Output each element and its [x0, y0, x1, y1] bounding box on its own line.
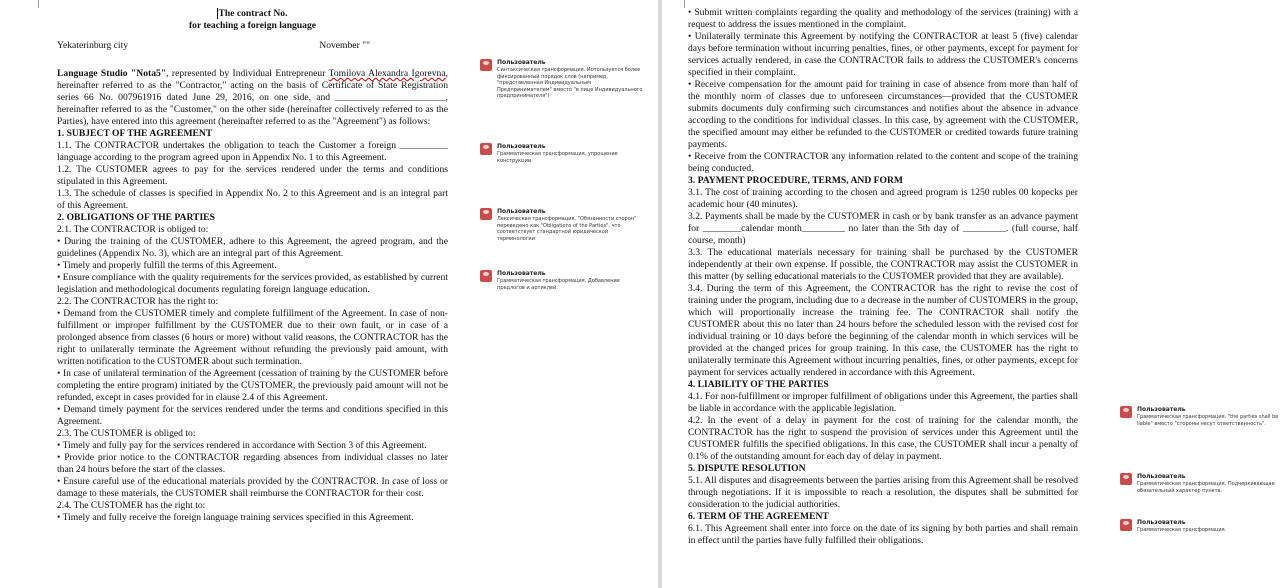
entrepreneur-name: Tomilova Alexandra Igorevna: [328, 68, 446, 79]
user-avatar-icon: [1120, 519, 1132, 531]
comment-balloon[interactable]: [1120, 406, 1280, 427]
comments-column-right: [1110, 0, 1280, 588]
clause-paragraph: • Submit written complaints regarding the quality and methodology of the services (training) with a request to address the issues mentioned in the complaint.: [688, 7, 1078, 30]
comment-text: Грамматическая трансформация. Подчеркивающая обязательный характер пункта.: [1137, 481, 1275, 494]
city-date-row: [57, 40, 448, 52]
comment-body: [1137, 519, 1280, 534]
comment-balloon[interactable]: [480, 143, 647, 164]
clause-paragraph: • Timely and properly fulfill the terms of this Agreement.: [57, 260, 277, 271]
clause-paragraph: • Receive compensation for the amount paid for training in case of absence from more than half of the monthly norm of classes due to unforeseen circumstances—provided that the CUSTOMER submits documents duly confirming such circumstances and notifies about the absence in advance according to the conditions for individual classes. In this case, by agreement with the CUSTOMER, the specified amount may either be refunded to the CUSTOMER or credited towards future training payments.: [688, 79, 1078, 150]
clause-paragraph: 2.2. The CONTRACTOR has the right to:: [57, 296, 219, 307]
studio-name: Language Studio "Nota5": [57, 68, 167, 79]
comment-author: Пользователь: [1137, 473, 1186, 480]
comment-body: [1137, 473, 1280, 494]
clause-paragraph: 5.1. All disputes and disagreements between the parties arising from this Agreement shall be resolved through negotiations. If it is impossible to reach a resolution, the disputes shall be submitted for consideration to the judicial authorities.: [688, 475, 1078, 510]
comment-body: [1137, 406, 1280, 427]
comment-balloon[interactable]: [1120, 473, 1280, 494]
document-page-1[interactable]: [0, 0, 470, 588]
clause-paragraph: • Ensure compliance with the quality requirements for the services provided, as established by current legislation and methodological documents regulating foreign language education.: [57, 272, 448, 295]
comment-text: Лексическая трансформация. "Обязанности сторон" переведено как "Obligations of the Parties", что соответствует стандартной юридической терминологии: [497, 216, 637, 242]
comment-balloon[interactable]: [480, 208, 647, 242]
section-heading: 6. TERM OF THE AGREEMENT: [688, 511, 829, 522]
clause-paragraph: 2.3. The CUSTOMER is obliged to:: [57, 428, 196, 439]
comment-text: Синтаксическая трансформация. Используется более фиксированный порядок слов (например, "представленная Индивидуальным Предпринимателем" вместо "в лице Индивидуального предпринимателя"): [497, 67, 643, 99]
clause-paragraph: • Timely and fully pay for the services rendered in accordance with Section 3 of this Agreement.: [57, 440, 427, 451]
clause-paragraph: • Demand timely payment for the services rendered under the terms and conditions specified in this Agreement.: [57, 404, 448, 427]
comment-body: [497, 143, 647, 164]
clause-paragraph: • Demand from the CUSTOMER timely and complete fulfillment of the Agreement. In case of non-fulfillment or improper fulfillment by the CUSTOMER due to their own fault, or in case of a prolonged absence from classes (6 hours or more) without valid reasons, the CONTRACTOR has the right to unilaterally terminate the Agreement without refunding the previously paid amount, with written notification to the CUSTOMER about such termination.: [57, 308, 448, 367]
clause-paragraph: 1.2. The CUSTOMER agrees to pay for the services rendered under the terms and conditions stipulated in this Agreement.: [57, 164, 448, 187]
comment-balloon[interactable]: [1120, 519, 1280, 534]
date: November "": [319, 40, 370, 51]
comment-text: Грамматическая трансформация. Добавление предлогов и артиклей.: [497, 278, 620, 291]
comment-balloon[interactable]: [480, 270, 647, 291]
user-avatar-icon: [480, 143, 492, 155]
clause-paragraph: 2.4. The CUSTOMER has the right to:: [57, 500, 206, 511]
section-heading: 4. LIABILITY OF THE PARTIES: [688, 379, 829, 390]
clause-paragraph: 3.2. Payments shall be made by the CUSTOMER in cash or by bank transfer as an advance payment for ________calendar month_________ no later than the 5th day of _________. (full course, half course, month): [688, 211, 1078, 246]
page2-body: [688, 7, 1078, 547]
user-avatar-icon: [1120, 473, 1132, 485]
comment-text: Грамматическая трансформация.: [1137, 527, 1227, 533]
comment-author: Пользователь: [497, 270, 546, 277]
clause-paragraph: • Unilaterally terminate this Agreement by notifying the CONTRACTOR at least 5 (five) calendar days before termination without incurring penalties, fines, or other payments, except for payment for services actually rendered, in case the CONTRACTOR fails to address the CUSTOMER's concerns specified in their complaint.: [688, 31, 1078, 78]
clause-paragraph: • During the training of the CUSTOMER, adhere to this Agreement, the agreed program, and the guidelines (Appendix No. 3), which are an integral part of this Agreement.: [57, 236, 448, 259]
comment-body: [497, 208, 647, 242]
comment-text: Грамматическая трансформация. "the parties shall be liable" вместо "стороны несут ответственность".: [1137, 414, 1279, 427]
page1-body: [57, 128, 448, 524]
section-heading: 3. PAYMENT PROCEDURE, TERMS, AND FORM: [688, 175, 903, 186]
user-avatar-icon: [480, 208, 492, 220]
comment-author: Пользователь: [497, 208, 546, 215]
clause-paragraph: 4.2. In the event of a delay in payment for the cost of training for the calendar month, the CONTRACTOR has the right to suspend the provision of services under this Agreement until the CUSTOMER fulfills the specified obligations. In this case, the CUSTOMER shall incur a penalty of 0.1% of the outstanding amount for each day of delay in payment.: [688, 415, 1078, 462]
clause-paragraph: 1.3. The schedule of classes is specified in Appendix No. 2 to this Agreement and is an integral part of this Agreement.: [57, 188, 448, 211]
clause-paragraph: 4.1. For non-fulfillment or improper fulfillment of obligations under this Agreement, the parties shall be liable in accordance with the applicable legislation.: [688, 391, 1078, 414]
city: Yekaterinburg city: [57, 40, 129, 51]
user-avatar-icon: [480, 270, 492, 282]
clause-paragraph: • Provide prior notice to the CONTRACTOR regarding absences from individual classes no later than 24 hours before the start of the classes.: [57, 452, 448, 475]
clause-paragraph: • Timely and fully receive the foreign language training services specified in this Agreement.: [57, 512, 414, 523]
document-page-2[interactable]: [662, 0, 1110, 588]
clause-paragraph: • Receive from the CONTRACTOR any information related to the content and scope of the training being conducted.: [688, 151, 1078, 174]
clause-paragraph: 3.4. During the term of this Agreement, the CONTRACTOR has the right to revise the cost of training under the program, including due to a decrease in the number of CUSTOMERS in the group, which will proportionally increase the training fee. The CONTRACTOR shall notify the CUSTOMER about this no later than 24 hours before the scheduled lesson with the revised cost for individual training or 10 days before the beginning of the calendar month in which services will be provided at the changed prices for group training. In this case, the CUSTOMER has the right to unilaterally terminate this Agreement without incurring penalties, fines, or other payments, except for payment for services actually rendered in accordance with this Agreement.: [688, 283, 1078, 378]
contract-title: The contract No.: [218, 8, 288, 19]
clause-paragraph: 6.1. This Agreement shall enter into force on the date of its signing by both parties and shall remain in effect until the parties have fully fulfilled their obligations.: [688, 523, 1078, 546]
crop-mark: [676, 0, 685, 8]
comment-balloon[interactable]: [480, 59, 647, 100]
comment-body: [497, 59, 647, 100]
clause-paragraph: 2.1. The CONTRACTOR is obliged to:: [57, 224, 209, 235]
section-heading: 2. OBLIGATIONS OF THE PARTIES: [57, 212, 215, 223]
comment-author: Пользователь: [497, 143, 546, 150]
clause-paragraph: 3.1. The cost of training according to the chosen and agreed program is 1250 rubles 00 kopecks per academic hour (40 minutes).: [688, 187, 1078, 210]
clause-paragraph: 1.1. The CONTRACTOR undertakes the obligation to teach the Customer a foreign __________ language according to the program agreed upon in Appendix No. 1 to this Agreement.: [57, 140, 448, 163]
crop-mark: [30, 0, 39, 8]
clause-paragraph: • Ensure careful use of the educational materials provided by the CONTRACTOR. In case of loss or damage to these materials, the CUSTOMER shall reimburse the CONTRACTOR for their cost.: [57, 476, 448, 499]
intro-paragraph: Language Studio "Nota5", represented by Individual Entrepreneur Tomilova Alexandra Igorevna, hereinafter referred to as the "Contractor," acting on the basis of Certificate of State Registration series 66 No. 007961916 dated June 29, 2016, on one side, and _______________________, hereinafter referred to as the "Customer," on the other side (hereinafter collectively referred to as the Parties), have entered into this agreement (hereinafter referred to as the "Agreement") as follows:: [57, 68, 448, 127]
clause-paragraph: 3.3. The educational materials necessary for training shall be purchased by the CUSTOMER independently at their own expense. If possible, the CONTRACTOR may assist the CUSTOMER in this matter (by selling educational materials to the CUSTOMER provided that they are available).: [688, 247, 1078, 282]
section-heading: 1. SUBJECT OF THE AGREEMENT: [57, 128, 213, 139]
contract-subtitle: for teaching a foreign language: [188, 20, 317, 31]
section-heading: 5. DISPUTE RESOLUTION: [688, 463, 806, 474]
comment-body: [497, 270, 647, 291]
clause-paragraph: • In case of unilateral termination of the Agreement (cessation of training by the CUSTOMER before completing the entire program) initiated by the CUSTOMER, the previously paid amount will not be refunded, except in cases provided for in clause 2.4 of this Agreement.: [57, 368, 448, 403]
user-avatar-icon: [1120, 406, 1132, 418]
user-avatar-icon: [480, 59, 492, 71]
comment-author: Пользователь: [1137, 406, 1186, 413]
comment-author: Пользователь: [1137, 519, 1186, 526]
comments-column-left: [470, 0, 658, 588]
comment-author: Пользователь: [497, 59, 546, 66]
comment-text: Грамматическая трансформация, упрощение конструкции: [497, 151, 618, 164]
